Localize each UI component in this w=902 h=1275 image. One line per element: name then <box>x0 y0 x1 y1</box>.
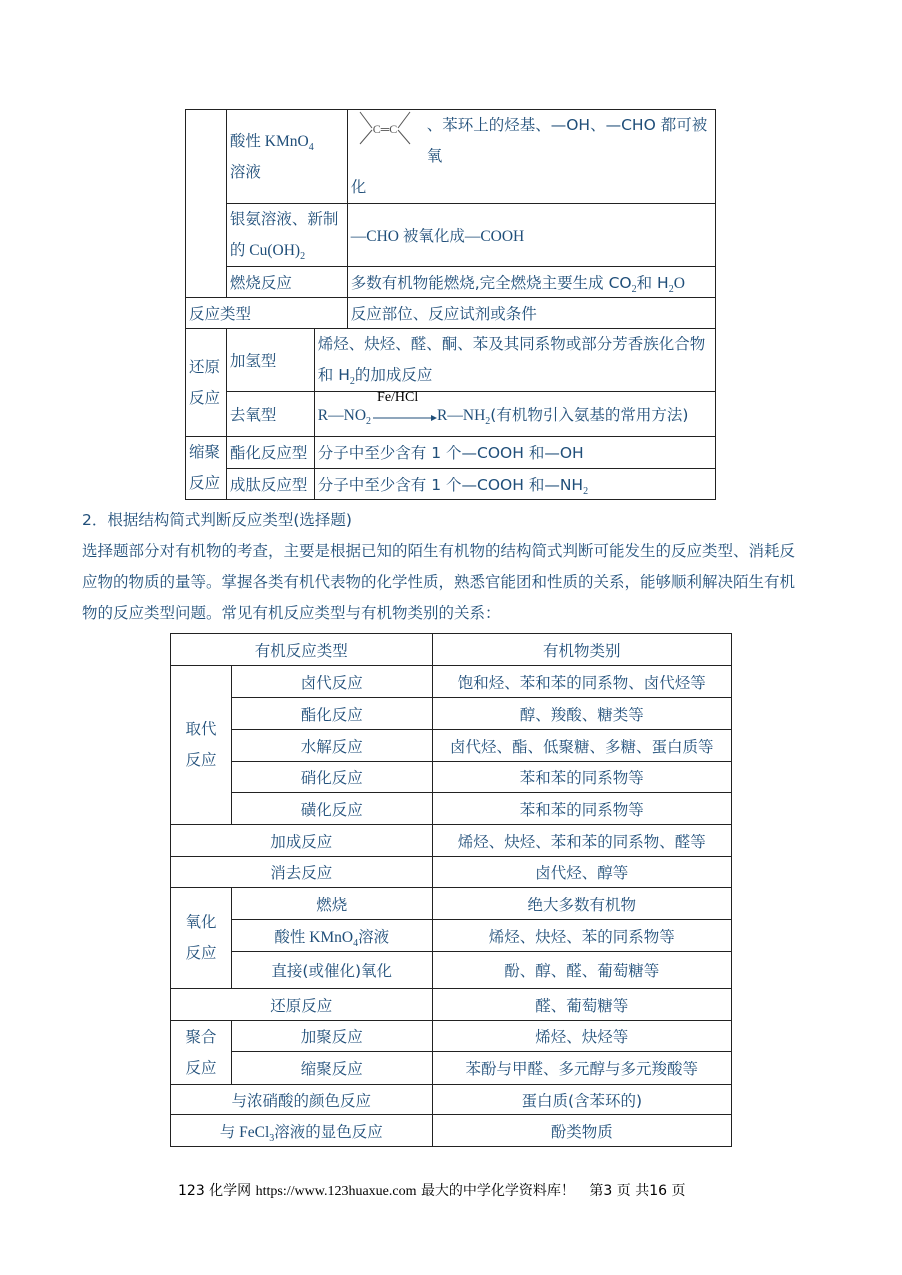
table-row-class: 苯和苯的同系物等 <box>432 793 731 825</box>
reaction-arrow: Fe/HCl <box>371 409 437 423</box>
table-row-type: 卤代反应 <box>231 666 432 698</box>
table-row-type: 磺化反应 <box>231 793 432 825</box>
arrow-icon <box>371 409 437 423</box>
peptide-type: 成肽反应型 <box>226 468 314 500</box>
kmno4-description: C═C 、苯环上的烃基、—OH、—CHO 都可被氧 化 <box>347 110 715 204</box>
header-reaction-type: 有机反应类型 <box>171 634 433 666</box>
table-row-type: 缩聚反应 <box>231 1052 432 1085</box>
paragraph-line: 选择题部分对有机物的考查，主要是根据已知的陌生有机物的结构简式判断可能发生的反应类型、消耗反 <box>82 542 796 560</box>
reduction-reaction-type: 还原反应 <box>171 989 433 1021</box>
table-row-class: 苯酚与甲醛、多元醇与多元羧酸等 <box>432 1052 731 1085</box>
table-row-type: 加聚反应 <box>231 1021 432 1052</box>
reagent-silver-ammonia: 银氨溶液、新制 的 $Cu(OH)_2$ <box>226 204 347 267</box>
svg-text:C═C: C═C <box>372 122 397 136</box>
page-footer <box>178 1180 685 1200</box>
elimination-reaction-class: 卤代烃、醇等 <box>432 857 731 888</box>
section-paragraph <box>82 536 822 629</box>
table-row-type: 酸性 KMnO$_4$溶液 <box>231 920 432 952</box>
oxidation-reaction-label: 氧化 反应 <box>171 888 232 989</box>
table-row-class: 卤代烃、酯、低聚糖、多糖、蛋白质等 <box>432 730 731 762</box>
polycondensation-label: 缩聚 反应 <box>186 437 227 500</box>
paragraph-line: 应物的物质的量等。掌握各类有机代表物的化学性质，熟悉官能团和性质的关系，能够顺利解决陌生有机 <box>82 573 796 591</box>
table-row-type: 酯化反应 <box>231 698 432 730</box>
table-row-class: 烯烃、炔烃、苯的同系物等 <box>432 920 731 952</box>
table-row-class: 酚、醇、醛、葡萄糖等 <box>432 952 731 989</box>
fecl3-color-reaction: 与 FeCl$_3$溶液的显色反应 <box>171 1115 433 1147</box>
addition-reaction-type: 加成反应 <box>171 825 433 857</box>
footer-site-name: 123 化学网 <box>178 1183 252 1199</box>
reaction-type-table <box>170 633 732 1147</box>
nitric-acid-class: 蛋白质(含苯环的) <box>432 1085 731 1115</box>
peptide-description: 分子中至少含有 1 个—COOH 和$—NH_2$ <box>314 468 715 500</box>
table-row-class: 烯烃、炔烃等 <box>432 1021 731 1052</box>
substitution-reaction-label: 取代 反应 <box>171 666 232 825</box>
combustion-description: 多数有机物能燃烧,完全燃烧主要生成 $CO_2$和 $H_2O$ <box>347 267 715 298</box>
table-row-class: 醇、羧酸、糖类等 <box>432 698 731 730</box>
header-reaction-type: 反应类型 <box>186 298 348 329</box>
table-row-type: 水解反应 <box>231 730 432 762</box>
double-bond-structure-icon <box>354 110 416 150</box>
nitric-acid-color-reaction: 与浓硝酸的颜色反应 <box>171 1085 433 1115</box>
silver-ammonia-description: —CHO 被氧化成—COOH <box>347 204 715 267</box>
reagent-kmno4: 酸性 KMnO$_4$ 溶液 <box>226 110 347 204</box>
table-row-type: 燃烧 <box>231 888 432 920</box>
footer-slogan: 最大的中学化学资料库！ <box>420 1183 575 1199</box>
paragraph-line: 物的反应类型问题。常见有机反应类型与有机物类别的关系： <box>82 604 501 622</box>
table-row-class: 饱和烃、苯和苯的同系物、卤代烃等 <box>432 666 731 698</box>
section-heading: 2．根据结构简式判断反应类型(选择题) <box>82 511 352 529</box>
deoxygenation-description: $R—NO_2$ Fe/HCl $R—NH_2$(有机物引入氨基的常用方法) <box>314 392 715 437</box>
table-row-class: 绝大多数有机物 <box>432 888 731 920</box>
reduction-reaction-label: 还原 反应 <box>186 329 227 437</box>
table-row-type: 硝化反应 <box>231 762 432 793</box>
table-row-type: 直接(或催化)氧化 <box>231 952 432 989</box>
header-reaction-conditions: 反应部位、反应试剂或条件 <box>347 298 715 329</box>
reagent-combustion: 燃烧反应 <box>226 267 347 298</box>
top-table-left-spacer <box>186 110 227 298</box>
fecl3-class: 酚类物质 <box>432 1115 731 1147</box>
hydrogenation-type: 加氢型 <box>226 329 314 392</box>
hydrogenation-description: 烯烃、炔烃、醛、酮、苯及其同系物或部分芳香族化合物 和 $H_2$的加成反应 <box>314 329 715 392</box>
addition-reaction-class: 烯烃、炔烃、苯和苯的同系物、醛等 <box>432 825 731 857</box>
esterification-type: 酯化反应型 <box>226 437 314 469</box>
deoxygenation-type: 去氧型 <box>226 392 314 437</box>
page-number: 第3 页 共16 页 <box>589 1183 686 1199</box>
polymerization-reaction-label: 聚合 反应 <box>171 1021 232 1085</box>
table-row-class: 苯和苯的同系物等 <box>432 762 731 793</box>
footer-url[interactable]: https://www.123huaxue.com <box>255 1184 417 1199</box>
elimination-reaction-type: 消去反应 <box>171 857 433 888</box>
header-compound-class: 有机物类别 <box>432 634 731 666</box>
top-table <box>185 109 716 500</box>
reduction-reaction-class: 醛、葡萄糖等 <box>432 989 731 1021</box>
esterification-description: 分子中至少含有 1 个—COOH 和—OH <box>314 437 715 469</box>
